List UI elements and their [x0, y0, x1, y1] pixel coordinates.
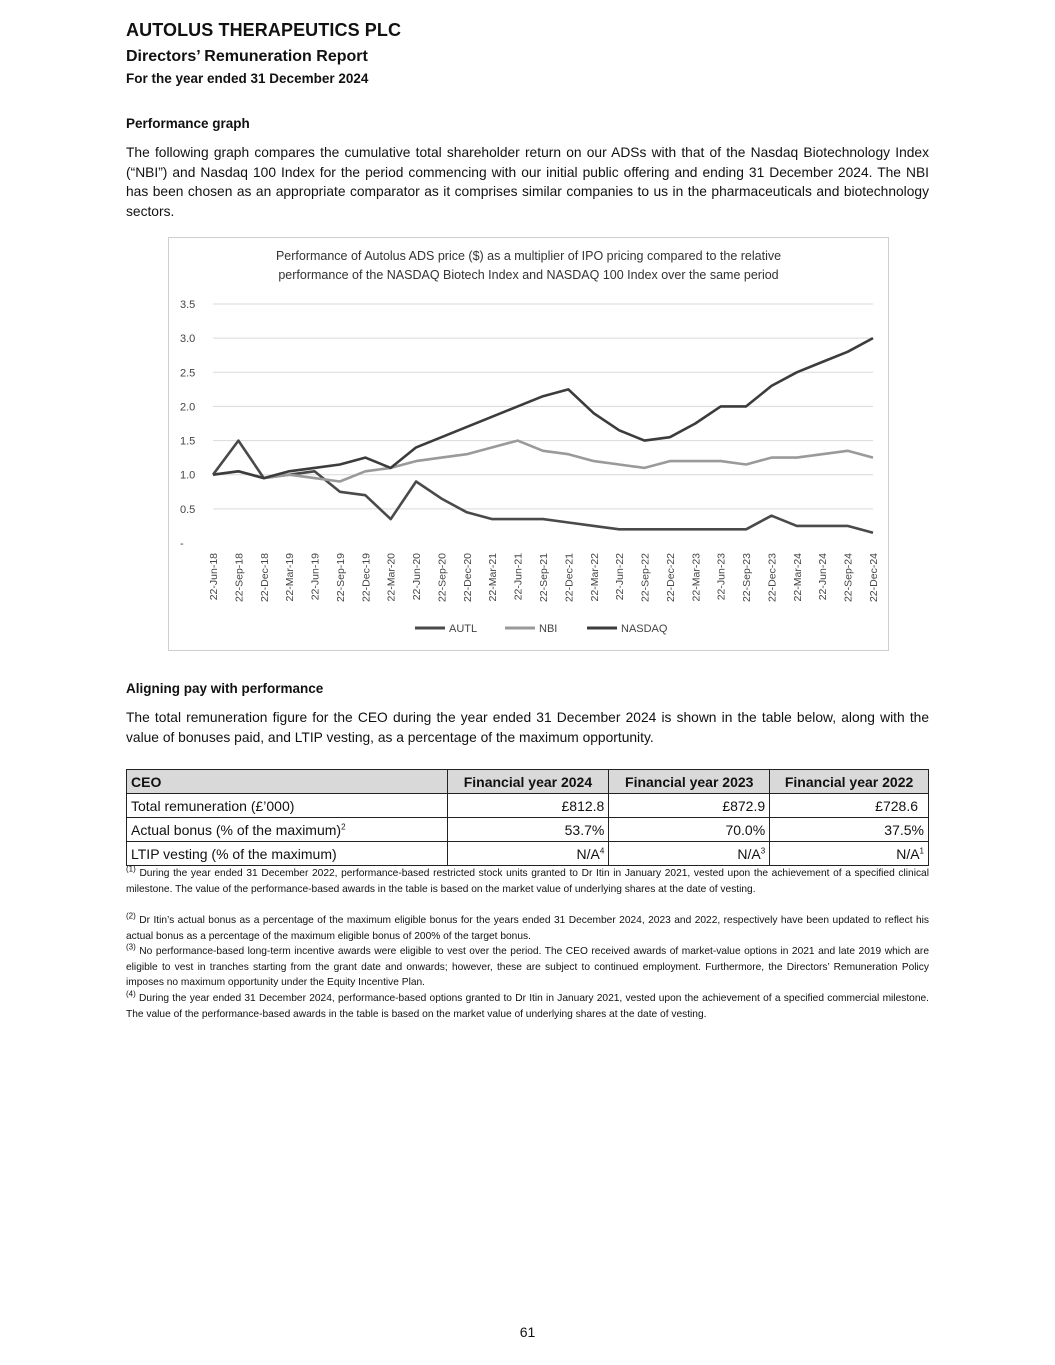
- x-tick-label: 22-Mar-23: [690, 553, 703, 602]
- performance-chart: [168, 237, 889, 651]
- y-tick-label: -: [180, 538, 184, 550]
- chart-canvas: [169, 238, 888, 650]
- x-tick-label: 22-Jun-18: [208, 553, 220, 601]
- x-tick-label: 22-Mar-20: [385, 553, 398, 602]
- x-tick-label: 22-Mar-21: [487, 553, 500, 602]
- row-label: Actual bonus (% of the maximum)$^2$: [127, 818, 448, 842]
- x-tick-label: 22-Jun-22: [614, 553, 627, 601]
- table-header-fy2022: Financial year 2022: [770, 770, 929, 794]
- footnote-4: $^{(4)}$ During the year ended 31 December 2024, performance-based options granted to Dr Itin in January 2021, vested upon the achievement of a specified commercial milestone. The value of the performance-based awards in the table is based on the market value of underlying shares at the date of vesting.: [126, 989, 929, 1020]
- x-tick-label: 22-Dec-24: [868, 553, 880, 603]
- cell-2023: 70.0%: [609, 818, 770, 842]
- table-header-row: [127, 770, 929, 794]
- cell-2022: 37.5%: [770, 818, 929, 842]
- cell-2022: $N/A^1$: [770, 842, 929, 866]
- y-tick-label: 1.0: [180, 469, 196, 482]
- table-row: [127, 794, 929, 818]
- table-row: [127, 842, 929, 866]
- table-header-fy2024: Financial year 2024: [447, 770, 609, 794]
- row-label: Total remuneration (£’000): [127, 794, 448, 818]
- cell-2024: $N/A^4$: [447, 842, 609, 866]
- x-tick-label: 22-Mar-19: [284, 553, 297, 602]
- ceo-remuneration-table: [126, 769, 929, 866]
- x-tick-label: 22-Dec-20: [461, 553, 474, 603]
- x-tick-label: 22-Sep-18: [233, 553, 246, 603]
- x-tick-label: 22-Jun-21: [512, 553, 525, 601]
- aligning-pay-heading: Aligning pay with performance: [126, 681, 324, 696]
- y-tick-label: 2.0: [180, 401, 196, 414]
- y-tick-label: 1.5: [180, 435, 196, 448]
- x-tick-label: 22-Dec-22: [664, 553, 677, 603]
- y-tick-label: 3.0: [180, 333, 196, 346]
- performance-graph-heading: Performance graph: [126, 116, 250, 131]
- legend-label-autl: AUTL: [449, 623, 478, 635]
- x-tick-label: 22-Dec-23: [766, 553, 779, 603]
- footnote-3: $^{(3)}$ No performance-based long-term incentive awards were eligible to vest over the period. The CEO received awards of market-value options in 2021 and late 2019 which are eligible to vest in tranches starting from the grant date and onwards; however, these are subject to continued employment. Furthermore, the Directors’ Remuneration Policy imposes no maximum opportunity under the Equity Incentive Plan.: [126, 942, 929, 989]
- series-line-nbi: [213, 441, 873, 482]
- x-tick-label: 22-Sep-19: [334, 553, 347, 603]
- x-tick-label: 22-Dec-19: [360, 553, 373, 603]
- cell-2024: 53.7%: [447, 818, 609, 842]
- table-row: [127, 818, 929, 842]
- x-tick-label: 22-Jun-23: [715, 553, 728, 601]
- cell-2023: $N/A^3$: [609, 842, 770, 866]
- x-tick-label: 22-Jun-24: [817, 553, 830, 601]
- y-tick-label: 2.5: [180, 367, 196, 380]
- company-name: AUTOLUS THERAPEUTICS PLC: [126, 20, 402, 40]
- x-tick-label: 22-Mar-22: [588, 553, 601, 602]
- table-header-fy2023: Financial year 2023: [609, 770, 770, 794]
- x-tick-label: 22-Jun-20: [411, 553, 424, 601]
- legend-label-nbi: NBI: [539, 623, 558, 635]
- x-tick-label: 22-Dec-21: [563, 553, 576, 603]
- x-tick-label: 22-Jun-19: [309, 553, 322, 601]
- cell-2023: £872.9: [609, 794, 770, 818]
- table-header-ceo: CEO: [127, 770, 448, 794]
- x-tick-label: 22-Sep-23: [741, 553, 754, 603]
- aligning-pay-intro: The total remuneration figure for the CEO during the year ended 31 December 2024 is shown in the table below, along with the value of bonuses paid, and LTIP vesting, as a percentage of the maximum opportunity.: [126, 710, 929, 745]
- page-number: 61: [519, 1324, 536, 1340]
- chart-title-line-2: performance of the NASDAQ Biotech Index and NASDAQ 100 Index over the same period: [278, 268, 779, 282]
- series-line-autl: [213, 441, 873, 533]
- footnote-2: $^{(2)}$ Dr Itin’s actual bonus as a percentage of the maximum eligible bonus for the years ended 31 December 2024, 2023 and 2022, respectively have been updated to reflect his actual bonus as a percentage of the maximum eligible bonus of 200% of the target bonus.: [126, 911, 929, 942]
- footnote-1: $^{(1)}$ During the year ended 31 December 2022, performance-based restricted stock units granted to Dr Itin in January 2021, vested upon the achievement of a specified clinical milestone. The value of the performance-based awards in the table is based on the market value of underlying shares at the date of vesting.: [126, 864, 929, 895]
- report-title: Directors’ Remuneration Report: [126, 48, 368, 65]
- cell-2022: £728.6: [770, 794, 929, 818]
- y-tick-label: 3.5: [180, 299, 196, 311]
- row-label: LTIP vesting (% of the maximum): [127, 842, 448, 866]
- x-tick-label: 22-Dec-18: [258, 553, 271, 603]
- y-tick-label: 0.5: [180, 503, 196, 516]
- x-tick-label: 22-Sep-24: [842, 553, 855, 603]
- x-tick-label: 22-Mar-24: [791, 553, 804, 602]
- cell-2024: £812.8: [447, 794, 609, 818]
- performance-graph-intro: The following graph compares the cumulative total shareholder return on our ADSs with that of the Nasdaq Biotechnology Index (“NBI”) and Nasdaq 100 Index for the period commencing with our initial public offering and ending 31 December 2024. The NBI has been chosen as an appropriate comparator as it comprises similar companies to us in the pharmaceuticals and biotechnology sectors.: [126, 145, 929, 219]
- report-period: For the year ended 31 December 2024: [126, 71, 369, 86]
- chart-title-line-1: Performance of Autolus ADS price ($) as a multiplier of IPO pricing compared to the relative: [275, 249, 782, 263]
- x-tick-label: 22-Sep-20: [436, 553, 449, 603]
- x-tick-label: 22-Sep-22: [639, 553, 652, 603]
- x-tick-label: 22-Sep-21: [538, 553, 550, 603]
- legend-label-nasdaq: NASDAQ: [621, 623, 668, 635]
